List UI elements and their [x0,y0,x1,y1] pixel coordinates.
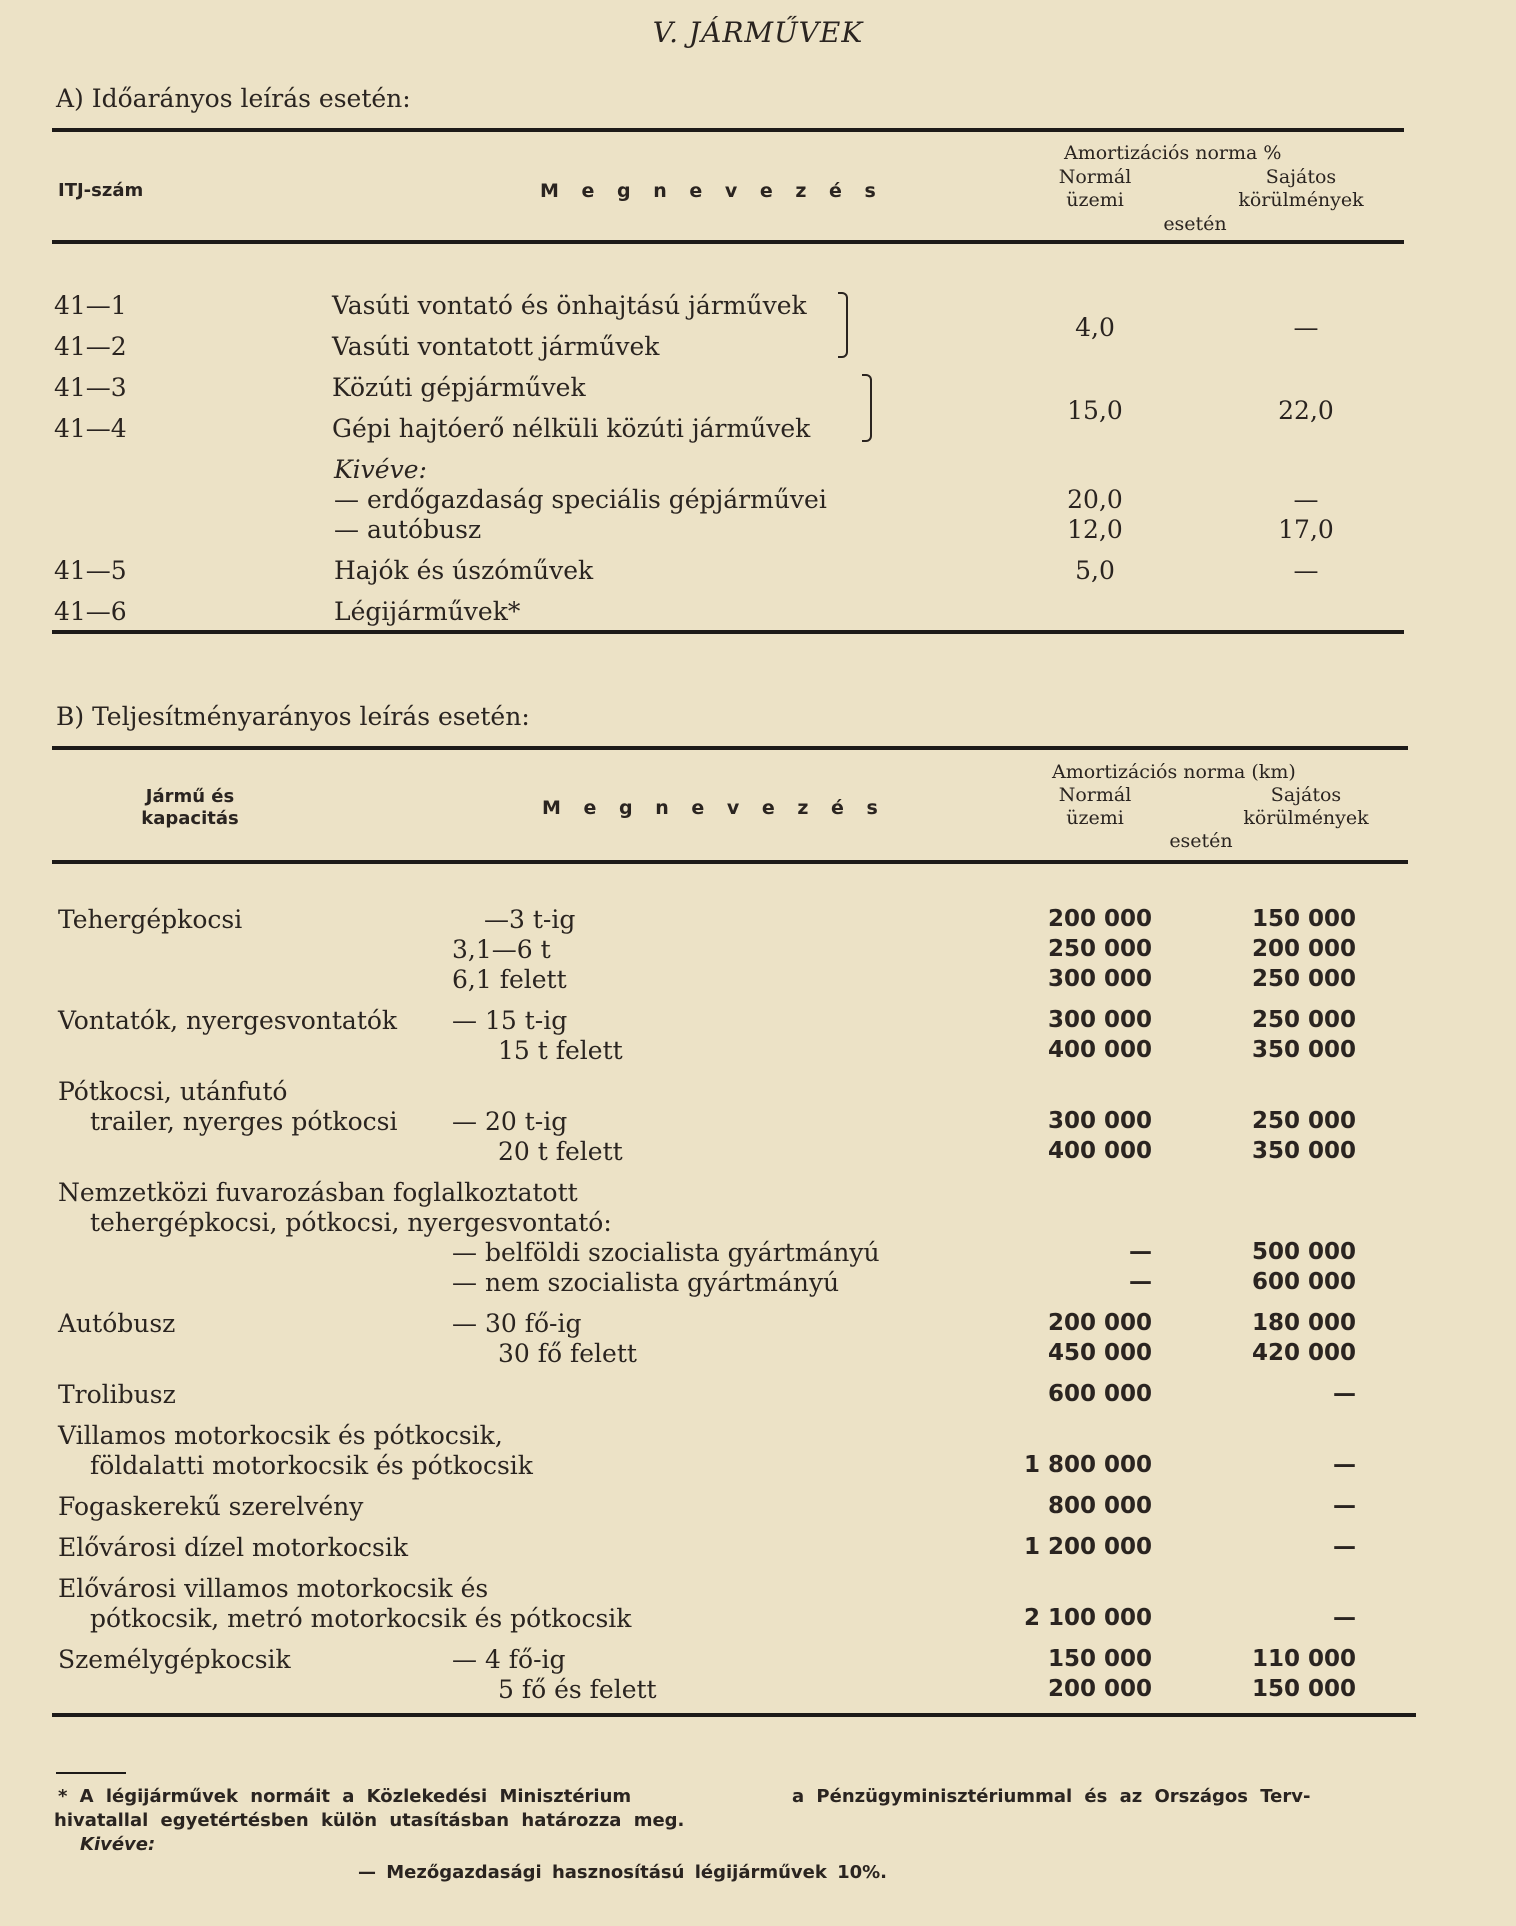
vehicle-name: Közúti gépjárművek [332,373,586,402]
section-a-normal-line2: üzemi [1066,189,1124,211]
section-a-eseten: esetén [1163,213,1227,235]
special-value: — [1293,313,1319,342]
special-km-value: — [1333,1493,1356,1519]
section-b-normal-line1: Normál [1058,784,1132,806]
section-b-top-rule [52,746,1408,750]
vehicle-category: Pótkocsi, utánfutó [58,1077,288,1106]
normal-km-value: 450 000 [1047,1340,1152,1366]
vehicle-capacity: — belföldi szocialista gyártmányú [452,1238,880,1267]
vehicle-name: Vasúti vontatott járművek [332,332,660,361]
footnote-line2: hivatallal egyetértésben külön utasításban határozza meg. [54,1810,685,1831]
vehicle-category: Villamos motorkocsik és pótkocsik, [58,1421,503,1450]
section-b-normal-line2: üzemi [1066,807,1124,829]
section-b-col-vehicle-line2: kapacitás [141,808,239,829]
vehicle-name: — erdőgazdaság speciális gépjárművei [334,485,827,514]
normal-km-value: 300 000 [1047,1007,1152,1033]
normal-km-value: 200 000 [1047,906,1152,932]
normal-km-value: 200 000 [1047,1676,1152,1702]
vehicle-capacity: — 4 fő-ig [452,1645,566,1674]
itj-code: 41—4 [54,414,127,443]
special-value: — [1293,556,1319,585]
vehicle-capacity: 30 fő felett [498,1339,637,1368]
itj-code: 41—3 [54,373,127,402]
special-km-value: 500 000 [1251,1239,1356,1265]
footnote-rule [56,1772,126,1774]
special-value: 22,0 [1278,396,1334,425]
vehicle-capacity: — 15 t-ig [452,1006,568,1035]
section-b-special-line1: Sajátos [1270,784,1342,806]
special-km-value: 600 000 [1251,1269,1356,1295]
section-b-col-name: M e g n e v e z é s [542,797,886,819]
special-km-value: 150 000 [1251,906,1356,932]
normal-km-value: 300 000 [1047,966,1152,992]
section-b-bottom-rule [52,1713,1416,1717]
section-a-header-rule [52,240,1404,244]
section-a-normal-line1: Normál [1058,166,1132,188]
normal-km-value: 400 000 [1047,1138,1152,1164]
normal-value: 4,0 [1075,313,1115,342]
footnote-line1b: a Pénzügyminisztériummal és az Országos Terv- [792,1786,1311,1807]
normal-km-value: 400 000 [1047,1037,1152,1063]
special-km-value: 200 000 [1251,936,1356,962]
vehicle-capacity: 5 fő és felett [498,1675,657,1704]
itj-code: 41—2 [54,332,127,361]
normal-km-value: 1 800 000 [1023,1452,1152,1478]
vehicle-category: Nemzetközi fuvarozásban foglalkoztatott [58,1178,578,1207]
vehicle-name: Gépi hajtóerő nélküli közúti járművek [332,414,811,443]
section-a-col-itj: ITJ-szám [58,180,144,201]
itj-code: 41—5 [54,556,127,585]
itj-code: 41—6 [54,597,127,626]
group-brace [838,292,848,358]
normal-km-value: 150 000 [1047,1646,1152,1672]
section-a-special-line2: körülmények [1238,189,1364,211]
normal-value: 20,0 [1067,485,1123,514]
page-title: V. JÁRMŰVEK [652,16,864,49]
normal-km-value: 1 200 000 [1023,1534,1152,1560]
vehicle-name: Hajók és úszóművek [334,556,594,585]
normal-km-value: — [1129,1269,1152,1295]
vehicle-name: — autóbusz [334,515,482,544]
normal-value: 5,0 [1075,556,1115,585]
special-km-value: 150 000 [1251,1676,1356,1702]
section-b-col-vehicle-line1: Jármű és [145,786,235,807]
normal-value: 12,0 [1067,515,1123,544]
special-km-value: — [1333,1534,1356,1560]
footnote-line4: — Mezőgazdasági hasznosítású légijárművek 10%. [358,1862,888,1883]
vehicle-category: trailer, nyerges pótkocsi [90,1107,398,1136]
vehicle-category: Trolibusz [58,1380,176,1409]
vehicle-capacity: — nem szocialista gyártmányú [452,1268,840,1297]
vehicle-category: Fogaskerekű szerelvény [58,1492,364,1521]
special-value: — [1293,485,1319,514]
vehicle-name: Légijárművek* [334,597,521,626]
section-b-eseten: esetén [1169,830,1233,852]
special-km-value: 350 000 [1251,1138,1356,1164]
special-km-value: 180 000 [1251,1310,1356,1336]
vehicle-category: Tehergépkocsi [58,905,243,934]
normal-km-value: 800 000 [1047,1493,1152,1519]
section-b-header-rule [52,860,1408,864]
vehicle-category: Vontatók, nyergesvontatók [58,1006,398,1035]
section-b-amort-header: Amortizációs norma (km) [1052,761,1296,783]
vehicle-category: Autóbusz [58,1309,176,1338]
vehicle-name: Vasúti vontató és önhajtású járművek [332,291,807,320]
section-a-heading: A) Időarányos leírás esetén: [56,84,411,113]
vehicle-category: Személygépkocsik [58,1645,291,1674]
special-km-value: 250 000 [1251,966,1356,992]
normal-km-value: — [1129,1239,1152,1265]
normal-km-value: 300 000 [1047,1108,1152,1134]
special-value: 17,0 [1278,515,1334,544]
vehicle-capacity: —3 t-ig [484,905,576,934]
itj-code: 41—1 [54,291,127,320]
special-km-value: 250 000 [1251,1007,1356,1033]
special-km-value: 250 000 [1251,1108,1356,1134]
special-km-value: 420 000 [1251,1340,1356,1366]
vehicle-category: tehergépkocsi, pótkocsi, nyergesvontató: [90,1208,612,1237]
exception-label: Kivéve: [334,455,427,484]
section-a-amort-header: Amortizációs norma % [1064,142,1282,164]
footnote-line1a: * A légijárművek normáit a Közlekedési Minisztérium [58,1786,632,1807]
vehicle-capacity: 20 t felett [498,1137,623,1166]
section-a-top-rule [52,128,1404,132]
normal-km-value: 200 000 [1047,1310,1152,1336]
footnote-kiveve: Kivéve: [80,1834,156,1855]
section-a-bottom-rule [52,630,1404,634]
normal-km-value: 600 000 [1047,1381,1152,1407]
vehicle-category: Elővárosi dízel motorkocsik [58,1533,408,1562]
group-brace [862,374,872,442]
vehicle-capacity: 15 t felett [498,1036,623,1065]
vehicle-capacity: — 20 t-ig [452,1107,568,1136]
special-km-value: — [1333,1605,1356,1631]
vehicle-category: pótkocsik, metró motorkocsik és pótkocsik [90,1604,632,1633]
vehicle-capacity: — 30 fő-ig [452,1309,582,1338]
special-km-value: — [1333,1452,1356,1478]
vehicle-capacity: 6,1 felett [452,965,567,994]
vehicle-capacity: 3,1—6 t [452,935,551,964]
vehicle-category: Elővárosi villamos motorkocsik és [58,1574,489,1603]
special-km-value: — [1333,1381,1356,1407]
section-a-special-line1: Sajátos [1265,166,1337,188]
normal-value: 15,0 [1067,396,1123,425]
normal-km-value: 250 000 [1047,936,1152,962]
vehicle-category: földalatti motorkocsik és pótkocsik [90,1451,533,1480]
normal-km-value: 2 100 000 [1023,1605,1152,1631]
special-km-value: 110 000 [1251,1646,1356,1672]
section-a-col-name: M e g n e v e z é s [540,180,884,202]
section-b-heading: B) Teljesítményarányos leírás esetén: [56,702,530,731]
section-b-special-line2: körülmények [1243,807,1369,829]
special-km-value: 350 000 [1251,1037,1356,1063]
